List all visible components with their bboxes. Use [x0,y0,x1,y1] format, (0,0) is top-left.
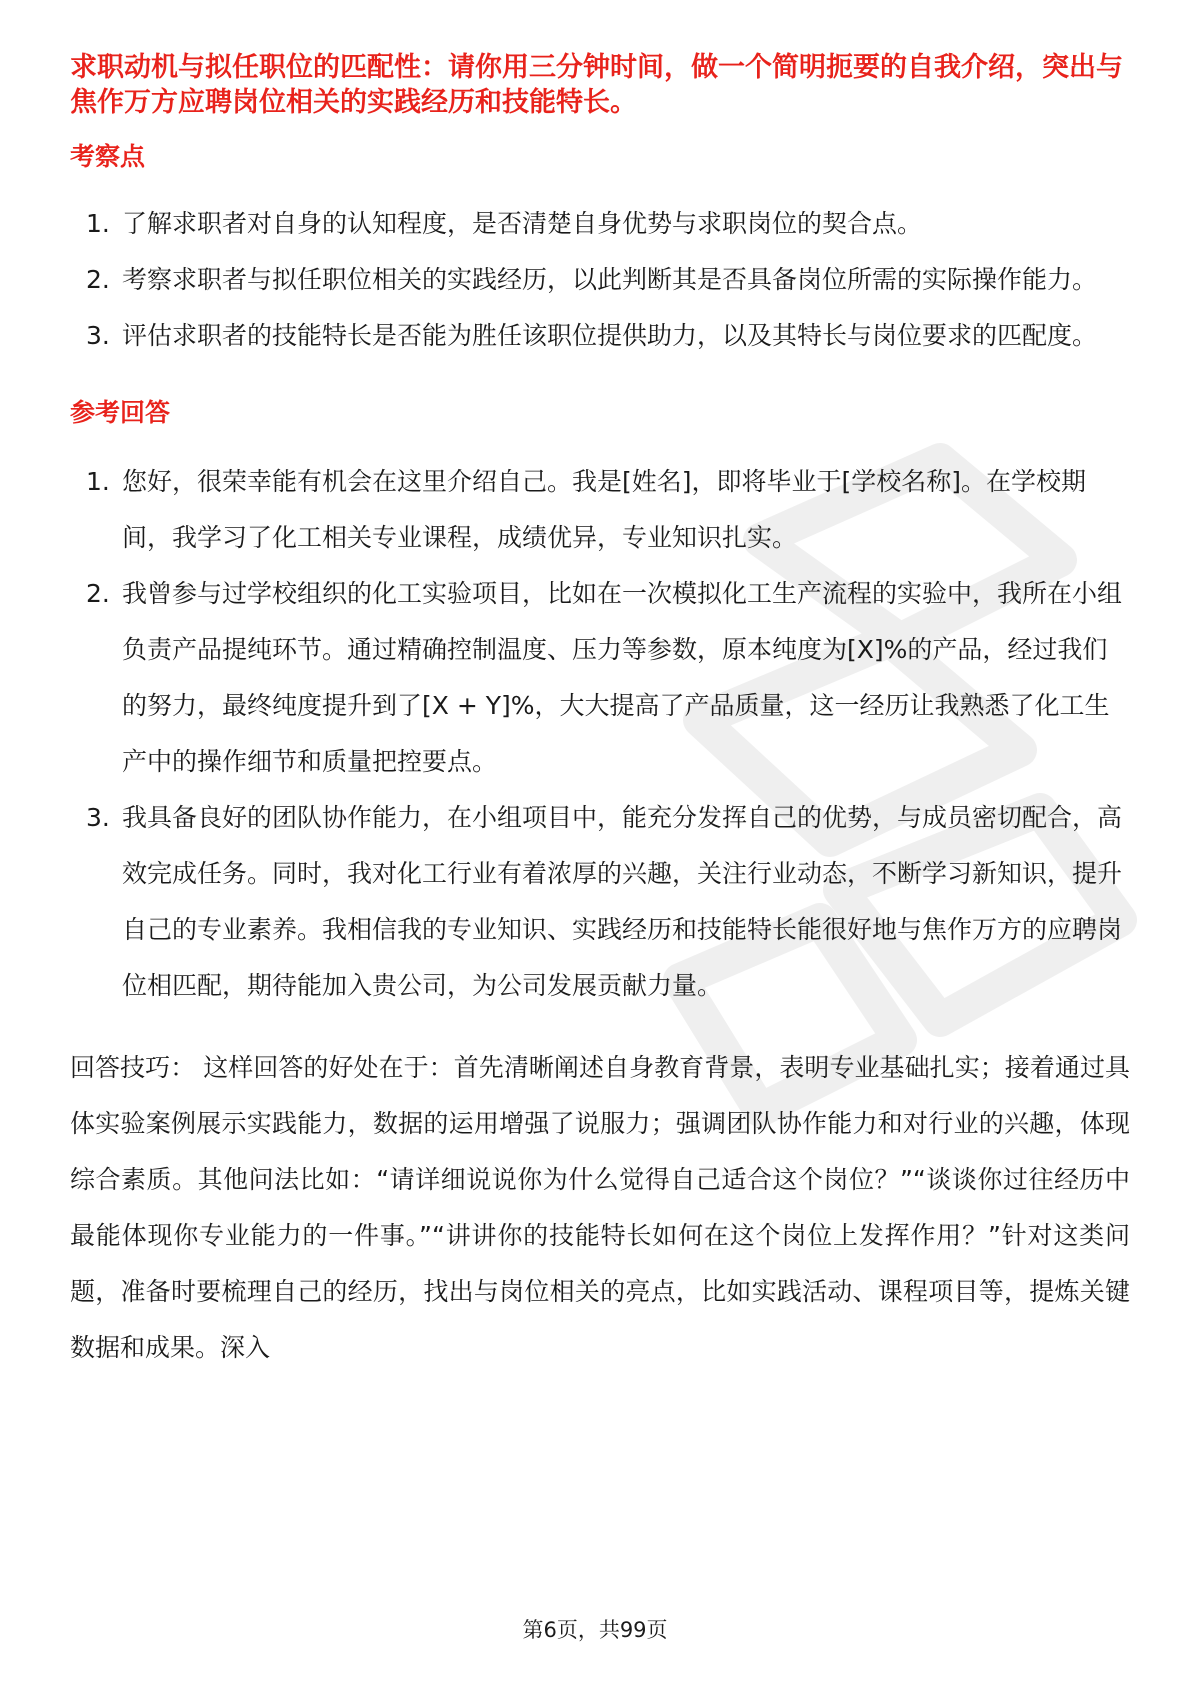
question-heading: 求职动机与拟任职位的匹配性：请你用三分钟时间，做一个简明扼要的自我介绍，突出与焦作万方应聘岗位相关的实践经历和技能特长。 [70,52,1123,118]
list-number: 1. [86,209,110,238]
list-text: 考察求职者与拟任职位相关的实践经历，以此判断其是否具备岗位所需的实际操作能力。 [122,265,1098,294]
list-text: 我具备良好的团队协作能力，在小组项目中，能充分发挥自己的优势，与成员密切配合，高效完成任务。同时，我对化工行业有着浓厚的兴趣，关注行业动态，不断学习新知识，提升自己的专业素养。我相信我的专业知识、实践经历和技能特长能很好地与焦作万方的应聘岗位相匹配，期待能加入贵公司，为公司发展贡献力量。 [122,803,1123,1000]
main-content [70,50,1130,1401]
cankao-list [70,454,1130,1014]
list-number: 2. [86,579,110,608]
list-number: 3. [86,321,110,350]
list-item [70,252,1130,308]
list-number: 1. [86,467,110,496]
list-text: 评估求职者的技能特长是否能为胜任该职位提供助力，以及其特长与岗位要求的匹配度。 [122,321,1098,350]
list-item [70,308,1130,364]
page-footer: 第6页，共99页 [522,1618,668,1642]
list-item [70,790,1130,1014]
list-text: 了解求职者对自身的认知程度，是否清楚自身优势与求职岗位的契合点。 [122,209,923,238]
list-item [70,196,1130,252]
answer-tips-paragraph: 回答技巧： 这样回答的好处在于：首先清晰阐述自身教育背景，表明专业基础扎实；接着通过具体实验案例展示实践能力，数据的运用增强了说服力；强调团队协作能力和对行业的兴趣，体现综合素质。其他问法比如：“请详细说说你为什么觉得自己适合这个岗位？”“谈谈你过往经历中最能体现你专业能力的一件事。”“讲讲你的技能特长如何在这个岗位上发挥作用？”针对这类问题，准备时要梳理自己的经历，找出与岗位相关的亮点，比如实践活动、课程项目等，提炼关键数据和成果。深入 [70,1053,1130,1362]
section-title-kaocha: 考察点 [70,142,146,171]
list-item [70,566,1130,790]
list-number: 2. [86,265,110,294]
kaocha-list [70,196,1130,364]
list-text: 您好，很荣幸能有机会在这里介绍自己。我是[姓名]，即将毕业于[学校名称]。在学校期间，我学习了化工相关专业课程，成绩优异，专业知识扎实。 [122,467,1087,552]
list-text: 我曾参与过学校组织的化工实验项目，比如在一次模拟化工生产流程的实验中，我所在小组负责产品提纯环节。通过精确控制温度、压力等参数，原本纯度为[X]%的产品，经过我们的努力，最终纯度提升到了[X + Y]%，大大提高了产品质量，这一经历让我熟悉了化工生产中的操作细节和质量把控要点。 [122,579,1123,776]
section-title-cankao: 参考回答 [70,398,171,427]
list-item [70,454,1130,566]
list-number: 3. [86,803,110,832]
